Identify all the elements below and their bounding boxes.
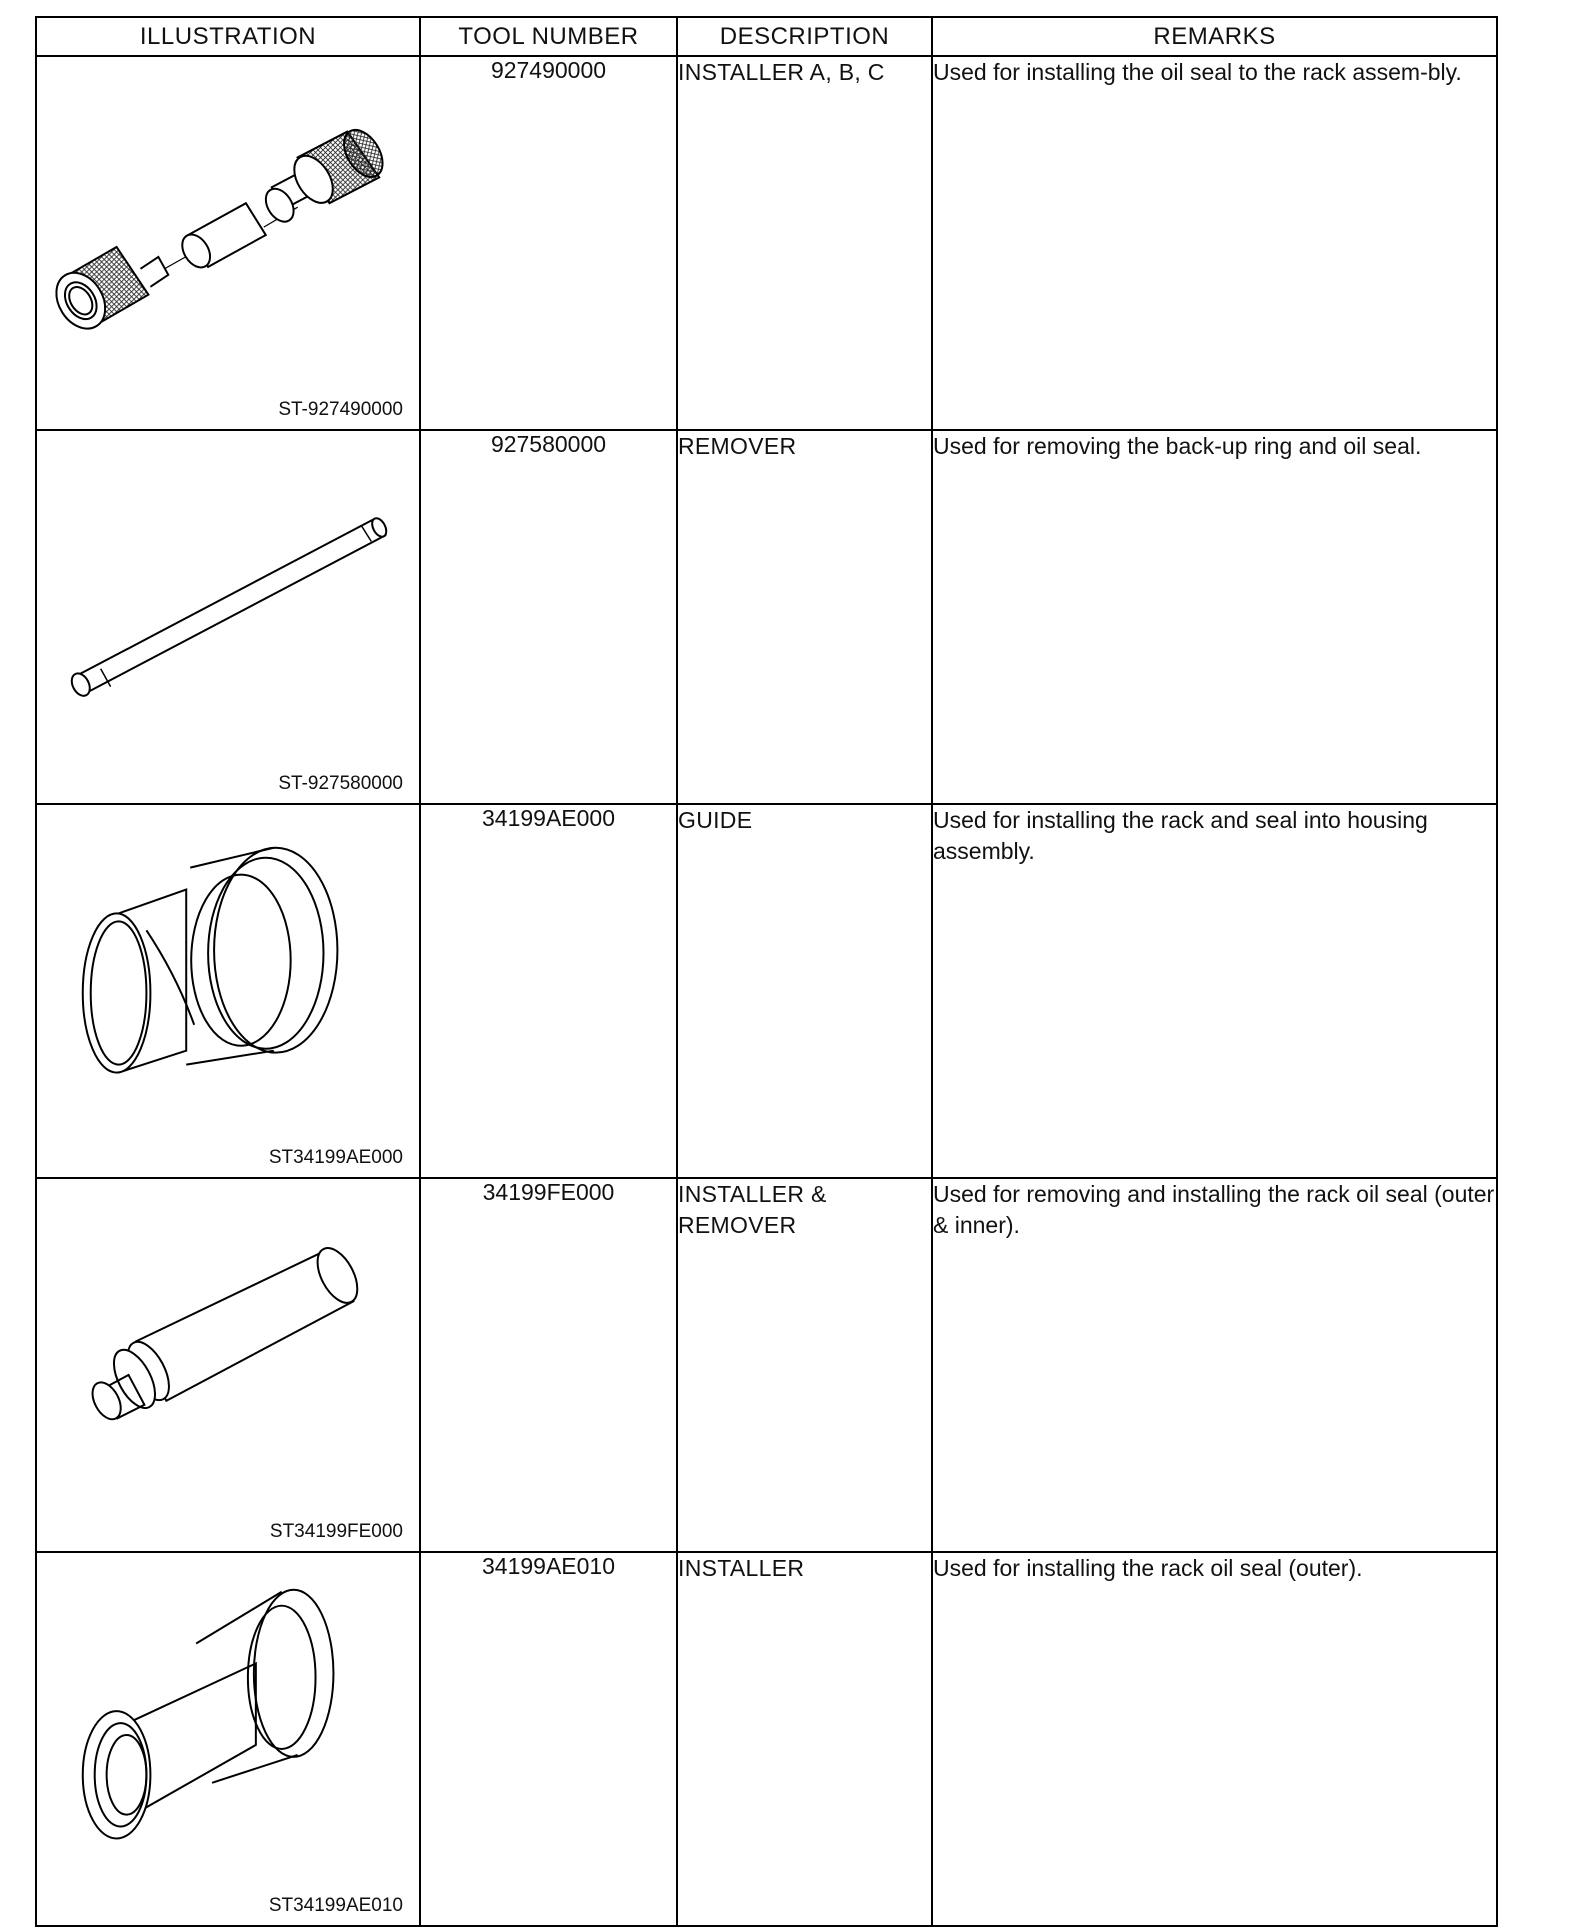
remarks: Used for installing the rack oil seal (outer). — [932, 1552, 1497, 1926]
tool-number: 34199AE000 — [420, 804, 677, 1178]
table-row — [36, 1552, 1497, 1926]
illustration-cell — [36, 1178, 420, 1552]
header-description: DESCRIPTION — [677, 17, 932, 56]
illustration-code: ST-927580000 — [278, 773, 403, 794]
header-remarks: REMARKS — [932, 17, 1497, 56]
table-row — [36, 804, 1497, 1178]
illustration-cell — [36, 804, 420, 1178]
tool-number: 34199AE010 — [420, 1552, 677, 1926]
tool-number: 927580000 — [420, 430, 677, 804]
illustration-code: ST34199AE010 — [268, 1895, 403, 1916]
remarks: Used for installing the oil seal to the rack assem-bly. — [932, 56, 1497, 430]
description: INSTALLER — [677, 1552, 932, 1926]
installer-remover-illustration — [37, 1179, 419, 1549]
illustration-code: ST34199AE000 — [268, 1147, 403, 1168]
description: GUIDE — [677, 804, 932, 1178]
special-tools-table — [35, 16, 1498, 1927]
illustration-cell — [36, 1552, 420, 1926]
description: INSTALLER & REMOVER — [677, 1178, 932, 1552]
illustration-cell — [36, 56, 420, 430]
description: INSTALLER A, B, C — [677, 56, 932, 430]
installer-set-illustration — [37, 57, 419, 427]
illustration-cell — [36, 430, 420, 804]
remarks: Used for installing the rack and seal into housing assembly. — [932, 804, 1497, 1178]
illustration-code: ST-927490000 — [278, 399, 403, 420]
remover-rod-illustration — [37, 431, 419, 801]
table-row — [36, 430, 1497, 804]
table-row — [36, 56, 1497, 430]
illustration-code: ST34199FE000 — [269, 1521, 403, 1542]
header-tool-number: TOOL NUMBER — [420, 17, 677, 56]
header-illustration: ILLUSTRATION — [36, 17, 420, 56]
remarks: Used for removing the back-up ring and oil seal. — [932, 430, 1497, 804]
tool-number: 927490000 — [420, 56, 677, 430]
remarks: Used for removing and installing the rack oil seal (outer & inner). — [932, 1178, 1497, 1552]
description: REMOVER — [677, 430, 932, 804]
table-row — [36, 1178, 1497, 1552]
guide-illustration — [37, 805, 419, 1175]
installer-illustration — [37, 1553, 419, 1923]
header-row — [36, 17, 1497, 56]
tool-number: 34199FE000 — [420, 1178, 677, 1552]
